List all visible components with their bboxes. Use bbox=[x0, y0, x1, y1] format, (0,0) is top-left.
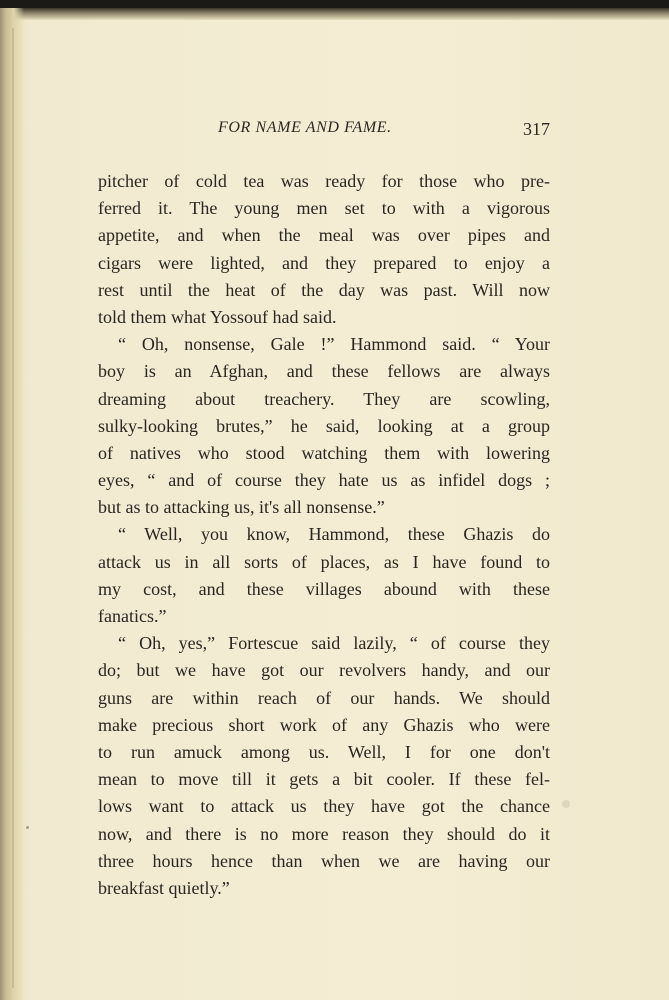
text-line: mean to move till it gets a bit cooler. If these fel- bbox=[98, 769, 550, 790]
book-page bbox=[0, 8, 669, 1000]
text-line: “ Oh, nonsense, Gale !” Hammond said. “ Your bbox=[118, 334, 550, 355]
paper-speck bbox=[26, 826, 29, 829]
text-line: rest until the heat of the day was past. Will now bbox=[98, 279, 550, 300]
paper-speck bbox=[562, 800, 570, 808]
text-line: three hours hence than when we are having our bbox=[98, 850, 550, 871]
text-line: make precious short work of any Ghazis who were bbox=[98, 714, 550, 735]
page-top-edge bbox=[0, 8, 669, 20]
text-line: appetite, and when the meal was over pipes and bbox=[98, 225, 550, 246]
text-line: but as to attacking us, it's all nonsense.” bbox=[98, 497, 385, 518]
text-line: sulky-looking brutes,” he said, looking at a group bbox=[98, 415, 550, 436]
running-title: FOR NAME AND FAME. bbox=[218, 119, 392, 136]
text-line: of natives who stood watching them with lowering bbox=[98, 442, 550, 463]
text-line: guns are within reach of our hands. We should bbox=[98, 687, 550, 708]
page-number: 317 bbox=[523, 119, 550, 139]
text-line: “ Well, you know, Hammond, these Ghazis do bbox=[118, 524, 550, 545]
text-line: my cost, and these villages abound with these bbox=[98, 578, 550, 599]
text-line: lows want to attack us they have got the chance bbox=[98, 796, 550, 817]
body-text bbox=[98, 168, 550, 902]
running-head bbox=[98, 119, 550, 145]
text-line: do; but we have got our revolvers handy, and our bbox=[98, 660, 550, 681]
text-line: pitcher of cold tea was ready for those who pre- bbox=[98, 171, 550, 191]
text-line: cigars were lighted, and they prepared to enjoy a bbox=[98, 252, 550, 273]
gutter-crease bbox=[12, 28, 14, 988]
text-line: ferred it. The young men set to with a vigorous bbox=[98, 198, 550, 219]
text-line: told them what Yossouf had said. bbox=[98, 306, 337, 327]
text-line: now, and there is no more reason they should do it bbox=[98, 823, 550, 844]
text-line: breakfast quietly.” bbox=[98, 877, 230, 898]
text-line: to run amuck among us. Well, I for one don't bbox=[98, 741, 550, 762]
text-line: “ Oh, yes,” Fortescue said lazily, “ of course they bbox=[118, 633, 550, 654]
text-line: boy is an Afghan, and these fellows are always bbox=[98, 361, 550, 382]
text-line: attack us in all sorts of places, as I have found to bbox=[98, 551, 550, 572]
text-line: eyes, “ and of course they hate us as infidel dogs ; bbox=[98, 470, 550, 491]
text-line: dreaming about treachery. They are scowling, bbox=[98, 388, 550, 409]
text-line: fanatics.” bbox=[98, 606, 167, 626]
